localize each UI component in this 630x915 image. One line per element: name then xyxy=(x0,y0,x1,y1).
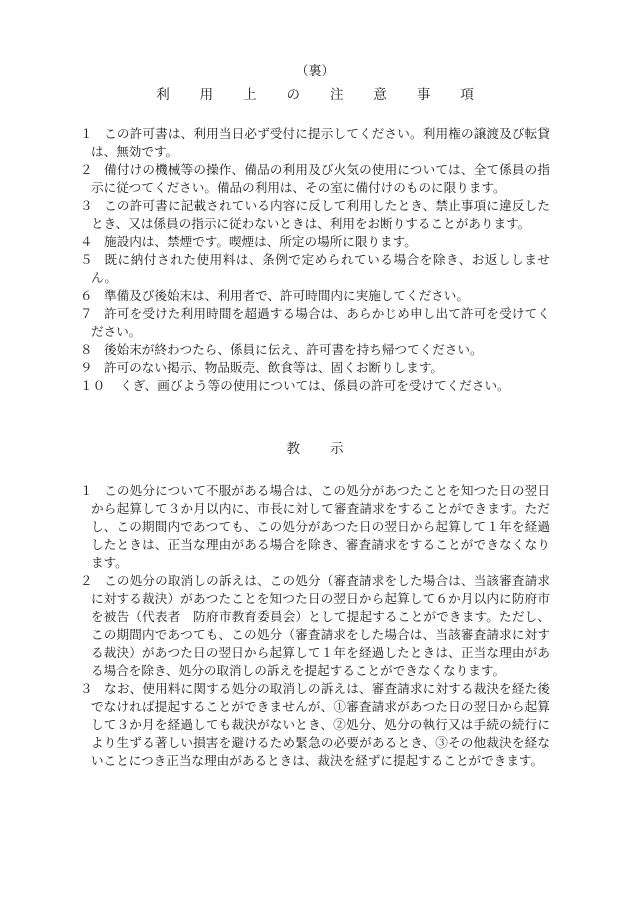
note-text: 許可のない掲示、物品販売、飲食等は、固くお断りします。 xyxy=(104,360,444,375)
note-item xyxy=(80,197,550,233)
instruction-number: ３ xyxy=(80,681,93,696)
instruction-number: ２ xyxy=(80,573,93,588)
note-item xyxy=(80,251,550,287)
note-text: この許可書に記載されている内容に反して利用したとき、禁止事項に違反したとき、又は係員の指示に従わないときは、利用をお断りすることがあります。 xyxy=(91,198,550,231)
instruction-item xyxy=(80,572,550,680)
instruction-text: なお、使用料に関する処分の取消しの訴えは、審査請求に対する裁決を経た後でなければ提起することができませんが、①審査請求があつた日の翌日から起算して３か月を経過しても裁決がないとき、②処分、処分の執行又は手続の続行により生ずる著しい損害を避けるため緊急の必要があるとき、③その他裁決を経ないことにつき正当な理由があるときは、裁決を経ずに提起することができます。 xyxy=(91,681,551,768)
note-item xyxy=(80,305,550,341)
note-text: この許可書は、利用当日必ず受付に提示してください。利用権の譲渡及び転貸は、無効です。 xyxy=(91,126,551,159)
notes-list xyxy=(80,125,550,395)
note-item xyxy=(80,233,550,251)
note-text: 施設内は、禁煙です。喫煙は、所定の場所に限ります。 xyxy=(104,234,417,249)
note-number: ５ xyxy=(80,252,93,267)
notes-title: 利 用 上 の 注 意 事 項 xyxy=(156,87,487,103)
note-number: ８ xyxy=(80,342,93,357)
note-text: 後始末が終わつたら、係員に伝え、許可書を持ち帰つてください。 xyxy=(104,342,483,357)
instruction-item xyxy=(80,680,550,770)
note-number: ３ xyxy=(80,198,93,213)
note-number: ７ xyxy=(80,306,93,321)
note-number: ６ xyxy=(80,288,93,303)
note-text: くぎ、画びよう等の使用については、係員の許可を受けてください。 xyxy=(120,378,510,393)
note-number: ４ xyxy=(80,234,93,249)
instruction-item xyxy=(80,482,550,572)
note-text: 準備及び後始末は、利用者で、許可時間内に実施してください。 xyxy=(104,288,469,303)
instruction-list xyxy=(80,482,550,770)
note-item xyxy=(80,125,550,161)
instruction-number: １ xyxy=(80,483,93,498)
note-number: １ xyxy=(80,126,93,141)
instruction-text: この処分の取消しの訴えは、この処分（審査請求をした場合は、当該審査請求に対する裁決）があつたことを知つた日の翌日から起算して６か月以内に防府市を被告（代表者 防府市教育委員会）として提起することができます。ただし、この期間内であつても、この処分（審査請求をした場合は、当該審査請求に対する裁決）があつた日の翌日から起算して１年を経過したときは、正当な理由がある場合を除き、処分の取消しの訴えを提起することができなくなります。 xyxy=(91,573,550,678)
note-number: ２ xyxy=(80,162,93,177)
back-side-mark: （裏） xyxy=(295,64,335,79)
note-item xyxy=(80,377,550,395)
note-item xyxy=(80,341,550,359)
note-item xyxy=(80,161,550,197)
instruction-title: 教 示 xyxy=(286,441,357,457)
note-item xyxy=(80,359,550,377)
instruction-text: この処分について不服がある場合は、この処分があつたことを知つた日の翌日から起算して３か月以内に、市長に対して審査請求をすることができます。ただし、この期間内であつても、この処分があつた日の翌日から起算して１年を経過したときは、正当な理由がある場合を除き、審査請求をすることができなくなります。 xyxy=(91,483,550,570)
note-text: 既に納付された使用料は、条例で定められている場合を除き、お返ししません。 xyxy=(91,252,550,285)
note-number: ９ xyxy=(80,360,93,375)
note-item xyxy=(80,287,550,305)
note-text: 備付けの機械等の操作、備品の利用及び火気の使用については、全て係員の指示に従つてください。備品の利用は、その室に備付けのものに限ります。 xyxy=(91,162,550,195)
note-number: １０ xyxy=(80,378,106,393)
note-text: 許可を受けた利用時間を超過する場合は、あらかじめ申し出て許可を受けてください。 xyxy=(91,306,551,339)
